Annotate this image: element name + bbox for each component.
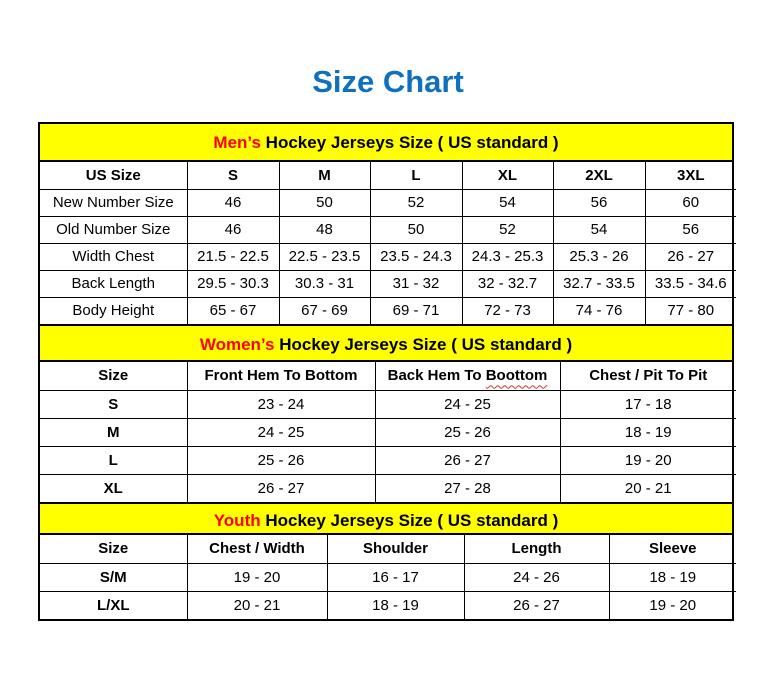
size-value: 20 - 21 bbox=[560, 474, 736, 502]
youth-section-heading bbox=[40, 502, 732, 535]
table-row bbox=[40, 243, 736, 270]
size-value: 46 bbox=[187, 189, 279, 216]
table-row bbox=[40, 390, 736, 418]
row-label: Width Chest bbox=[40, 243, 187, 270]
size-value: 19 - 20 bbox=[187, 563, 327, 591]
youth-size-table bbox=[40, 535, 736, 619]
misspelled-word: Boottom bbox=[485, 367, 548, 385]
column-header: Chest / Width bbox=[187, 535, 327, 563]
table-row bbox=[40, 446, 736, 474]
size-value: 18 - 19 bbox=[327, 591, 464, 619]
table-row bbox=[40, 216, 736, 243]
size-value: 18 - 19 bbox=[609, 563, 736, 591]
size-value: 19 - 20 bbox=[609, 591, 736, 619]
column-header: L bbox=[370, 162, 462, 189]
size-value: 52 bbox=[462, 216, 553, 243]
row-label: L bbox=[40, 446, 187, 474]
column-header: Sleeve bbox=[609, 535, 736, 563]
youth-heading-rest: Hockey Jerseys Size ( US standard ) bbox=[260, 511, 559, 530]
size-value: 48 bbox=[279, 216, 370, 243]
size-chart-tables bbox=[38, 122, 734, 621]
size-value: 72 - 73 bbox=[462, 297, 553, 324]
table-row bbox=[40, 563, 736, 591]
size-value: 54 bbox=[553, 216, 645, 243]
size-value: 26 - 27 bbox=[375, 446, 560, 474]
size-value: 20 - 21 bbox=[187, 591, 327, 619]
size-value: 32.7 - 33.5 bbox=[553, 270, 645, 297]
table-row bbox=[40, 591, 736, 619]
womens-heading-highlight: Women’s bbox=[199, 335, 275, 354]
table-row bbox=[40, 297, 736, 324]
mens-section-heading bbox=[40, 124, 732, 162]
size-value: 50 bbox=[370, 216, 462, 243]
size-value: 24 - 25 bbox=[375, 390, 560, 418]
size-value: 16 - 17 bbox=[327, 563, 464, 591]
size-value: 18 - 19 bbox=[560, 418, 736, 446]
size-value: 50 bbox=[279, 189, 370, 216]
row-label: S/M bbox=[40, 563, 187, 591]
size-value: 67 - 69 bbox=[279, 297, 370, 324]
womens-section-heading bbox=[40, 324, 732, 362]
size-value: 25 - 26 bbox=[187, 446, 375, 474]
table-row bbox=[40, 474, 736, 502]
size-value: 19 - 20 bbox=[560, 446, 736, 474]
size-value: 21.5 - 22.5 bbox=[187, 243, 279, 270]
size-value: 30.3 - 31 bbox=[279, 270, 370, 297]
size-value: 25.3 - 26 bbox=[553, 243, 645, 270]
size-value: 23.5 - 24.3 bbox=[370, 243, 462, 270]
column-header: Back Hem To Boottom bbox=[375, 362, 560, 390]
size-value: 26 - 27 bbox=[645, 243, 736, 270]
mens-heading-highlight: Men’s bbox=[213, 133, 261, 152]
size-value: 17 - 18 bbox=[560, 390, 736, 418]
header-row bbox=[40, 162, 736, 189]
womens-section bbox=[40, 324, 732, 502]
row-label: L/XL bbox=[40, 591, 187, 619]
size-value: 56 bbox=[645, 216, 736, 243]
header-row bbox=[40, 535, 736, 563]
womens-heading-rest: Hockey Jerseys Size ( US standard ) bbox=[274, 335, 573, 354]
size-value: 77 - 80 bbox=[645, 297, 736, 324]
size-value: 31 - 32 bbox=[370, 270, 462, 297]
row-label: New Number Size bbox=[40, 189, 187, 216]
womens-size-table bbox=[40, 362, 736, 502]
size-value: 24.3 - 25.3 bbox=[462, 243, 553, 270]
size-value: 69 - 71 bbox=[370, 297, 462, 324]
column-header: 2XL bbox=[553, 162, 645, 189]
column-header: 3XL bbox=[645, 162, 736, 189]
column-header: Size bbox=[40, 362, 187, 390]
table-row bbox=[40, 189, 736, 216]
column-header: US Size bbox=[40, 162, 187, 189]
size-value: 26 - 27 bbox=[187, 474, 375, 502]
header-row bbox=[40, 362, 736, 390]
column-header: Shoulder bbox=[327, 535, 464, 563]
table-row bbox=[40, 270, 736, 297]
youth-heading-highlight: Youth bbox=[213, 511, 261, 530]
mens-size-table bbox=[40, 162, 736, 324]
column-header: S bbox=[187, 162, 279, 189]
column-header: Chest / Pit To Pit bbox=[560, 362, 736, 390]
size-value: 46 bbox=[187, 216, 279, 243]
row-label: Body Height bbox=[40, 297, 187, 324]
row-label: M bbox=[40, 418, 187, 446]
size-value: 60 bbox=[645, 189, 736, 216]
size-value: 54 bbox=[462, 189, 553, 216]
size-value: 52 bbox=[370, 189, 462, 216]
column-header: XL bbox=[462, 162, 553, 189]
size-value: 23 - 24 bbox=[187, 390, 375, 418]
size-value: 24 - 26 bbox=[464, 563, 609, 591]
row-label: Old Number Size bbox=[40, 216, 187, 243]
size-value: 22.5 - 23.5 bbox=[279, 243, 370, 270]
size-value: 74 - 76 bbox=[553, 297, 645, 324]
size-value: 56 bbox=[553, 189, 645, 216]
mens-heading-rest: Hockey Jerseys Size ( US standard ) bbox=[260, 133, 559, 152]
column-header: Front Hem To Bottom bbox=[187, 362, 375, 390]
row-label: XL bbox=[40, 474, 187, 502]
table-row bbox=[40, 418, 736, 446]
column-header: M bbox=[279, 162, 370, 189]
mens-section bbox=[40, 124, 732, 324]
youth-section bbox=[40, 502, 732, 619]
size-value: 65 - 67 bbox=[187, 297, 279, 324]
size-value: 25 - 26 bbox=[375, 418, 560, 446]
size-value: 27 - 28 bbox=[375, 474, 560, 502]
size-value: 26 - 27 bbox=[464, 591, 609, 619]
size-value: 24 - 25 bbox=[187, 418, 375, 446]
size-value: 32 - 32.7 bbox=[462, 270, 553, 297]
row-label: Back Length bbox=[40, 270, 187, 297]
size-value: 29.5 - 30.3 bbox=[187, 270, 279, 297]
page-title: Size Chart bbox=[312, 64, 464, 99]
row-label: S bbox=[40, 390, 187, 418]
size-value: 33.5 - 34.6 bbox=[645, 270, 736, 297]
column-header: Length bbox=[464, 535, 609, 563]
column-header: Size bbox=[40, 535, 187, 563]
